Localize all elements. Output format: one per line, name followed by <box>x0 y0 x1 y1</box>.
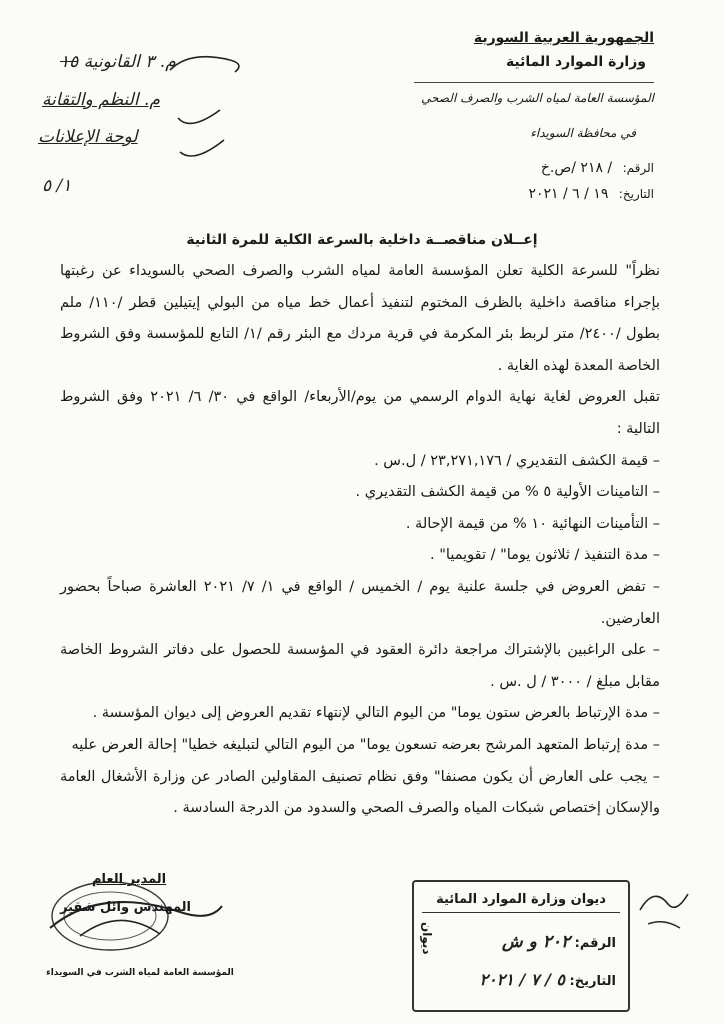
incoming-stamp <box>412 880 630 1012</box>
stamp-ref-label: الرقم: <box>574 936 616 951</box>
stamp-header: ديوان وزارة الموارد المائية <box>422 888 620 913</box>
date-label: التاريخ: <box>618 187 654 201</box>
handwritten-note-systems: م. النظم والتقانة <box>42 90 160 110</box>
body-submission: تقبل العروض لغاية نهاية الدوام الرسمي من يوم/الأربعاء/ الواقع في ٣٠/ ٦/ ٢٠٢١ وفق الشروط التالية : <box>60 389 661 437</box>
reference-label: الرقم: <box>622 161 654 175</box>
handwritten-note-legal-text: م. ٣ القانونية <box>83 52 176 72</box>
stamp-ref-value: ٢٠٢ و ش <box>501 932 571 952</box>
handwritten-check-marks <box>150 40 270 170</box>
stamp-date <box>479 970 616 989</box>
condition-item: – يجب على العارض أن يكون مصنفا" وفق نظام تصنيف المقاولين الصادر عن وزارة الأشغال العامة والإسكان إختصاص شبكات المياه والصرف الصحي والسدود من الدرجة السادسة . <box>60 768 660 817</box>
signature-title: المدير العام <box>92 872 167 887</box>
signature-name: المهندس وائل شقير <box>60 900 191 915</box>
body-intro: نظراً" للسرعة الكلية تعلن المؤسسة العامة لمياه الشرب والصرف الصحي بالسويداء عن رغبتها بإجراء مناقصة داخلية بالظرف المختوم لتنفيذ أعمال خط مياه من البولي إيتيلين قطر /١١٠/ ملم بطول /٢٤٠٠/ متر لربط بئر المكرمة في قرية مردك مع البئر رقم /١/ التابع للمؤسسة وفق الشروط الخاصة المعدة لهذه الغاية . <box>60 263 661 374</box>
letterhead-ministry: وزارة الموارد المائية <box>505 54 646 70</box>
stamp-side-label: ديوان <box>420 922 434 955</box>
condition-item: – تفض العروض في جلسة علنية يوم / الخميس / الواقع في ١/ ٧/ ٢٠٢١ العاشرة صباحاً بحضور العارضين. <box>60 578 660 627</box>
condition-item: – مدة التنفيذ / ثلاثون يوما" / تقويميا" . <box>430 547 660 564</box>
stamp-reference <box>502 932 616 952</box>
reference-number <box>541 160 654 176</box>
announcement-body <box>60 256 660 825</box>
letterhead-divider <box>414 82 654 83</box>
condition-item: – مدة الإرتباط بالعرض ستون يوما" من اليوم التالي لإنتهاء تقديم العروض إلى ديوان المؤسسة . <box>92 705 660 722</box>
date-value: ١٩ / ٦ / ٢٠٢١ <box>528 186 609 202</box>
handwritten-initials <box>634 880 694 940</box>
handwritten-note-legal-number: ١٥ <box>60 52 79 72</box>
condition-item: – على الراغبين بالإشتراك مراجعة دائرة العقود في المؤسسة للحصول على دفاتر الشروط الخاصة مقابل مبلغ / ٣٠٠٠ / ل .س . <box>60 642 660 690</box>
stamp-date-value: ٥ / ٧ / ٢٠٢١ <box>479 970 565 989</box>
letterhead-country: الجمهورية العربية السورية <box>473 30 654 46</box>
handwritten-note-board: لوحة الإعلانات <box>38 127 138 147</box>
document-date <box>528 186 654 202</box>
seal-caption: المؤسسة العامة لمياه الشرب في السويداء <box>46 968 234 978</box>
stamp-date-label: التاريخ: <box>569 974 616 989</box>
official-seal-icon <box>40 876 230 956</box>
letterhead-governorate: في محافظة السويداء <box>530 126 636 140</box>
handwritten-note-count: ١/ ٥ <box>42 176 72 196</box>
condition-item: – مدة إرتباط المتعهد المرشح بعرضه تسعون يوما" من اليوم التالي لتبليغه خطيا" إحالة العرض عليه <box>71 736 660 753</box>
condition-item: – قيمة الكشف التقديري / ٢٣,٢٧١,١٧٦ / ل.س . <box>374 452 660 469</box>
announcement-title: إعــلان مناقصــة داخلية بالسرعة الكلية للمرة الثانية <box>186 232 538 248</box>
condition-item: – التأمينات النهائية ١٠ % من قيمة الإحالة . <box>405 515 660 532</box>
condition-item: – التامينات الأولية ٥ % من قيمة الكشف التقديري . <box>355 484 660 501</box>
letterhead-institution: المؤسسة العامة لمياه الشرب والصرف الصحي <box>421 91 654 105</box>
reference-value: / ٢١٨ /ص.خ <box>540 160 613 176</box>
